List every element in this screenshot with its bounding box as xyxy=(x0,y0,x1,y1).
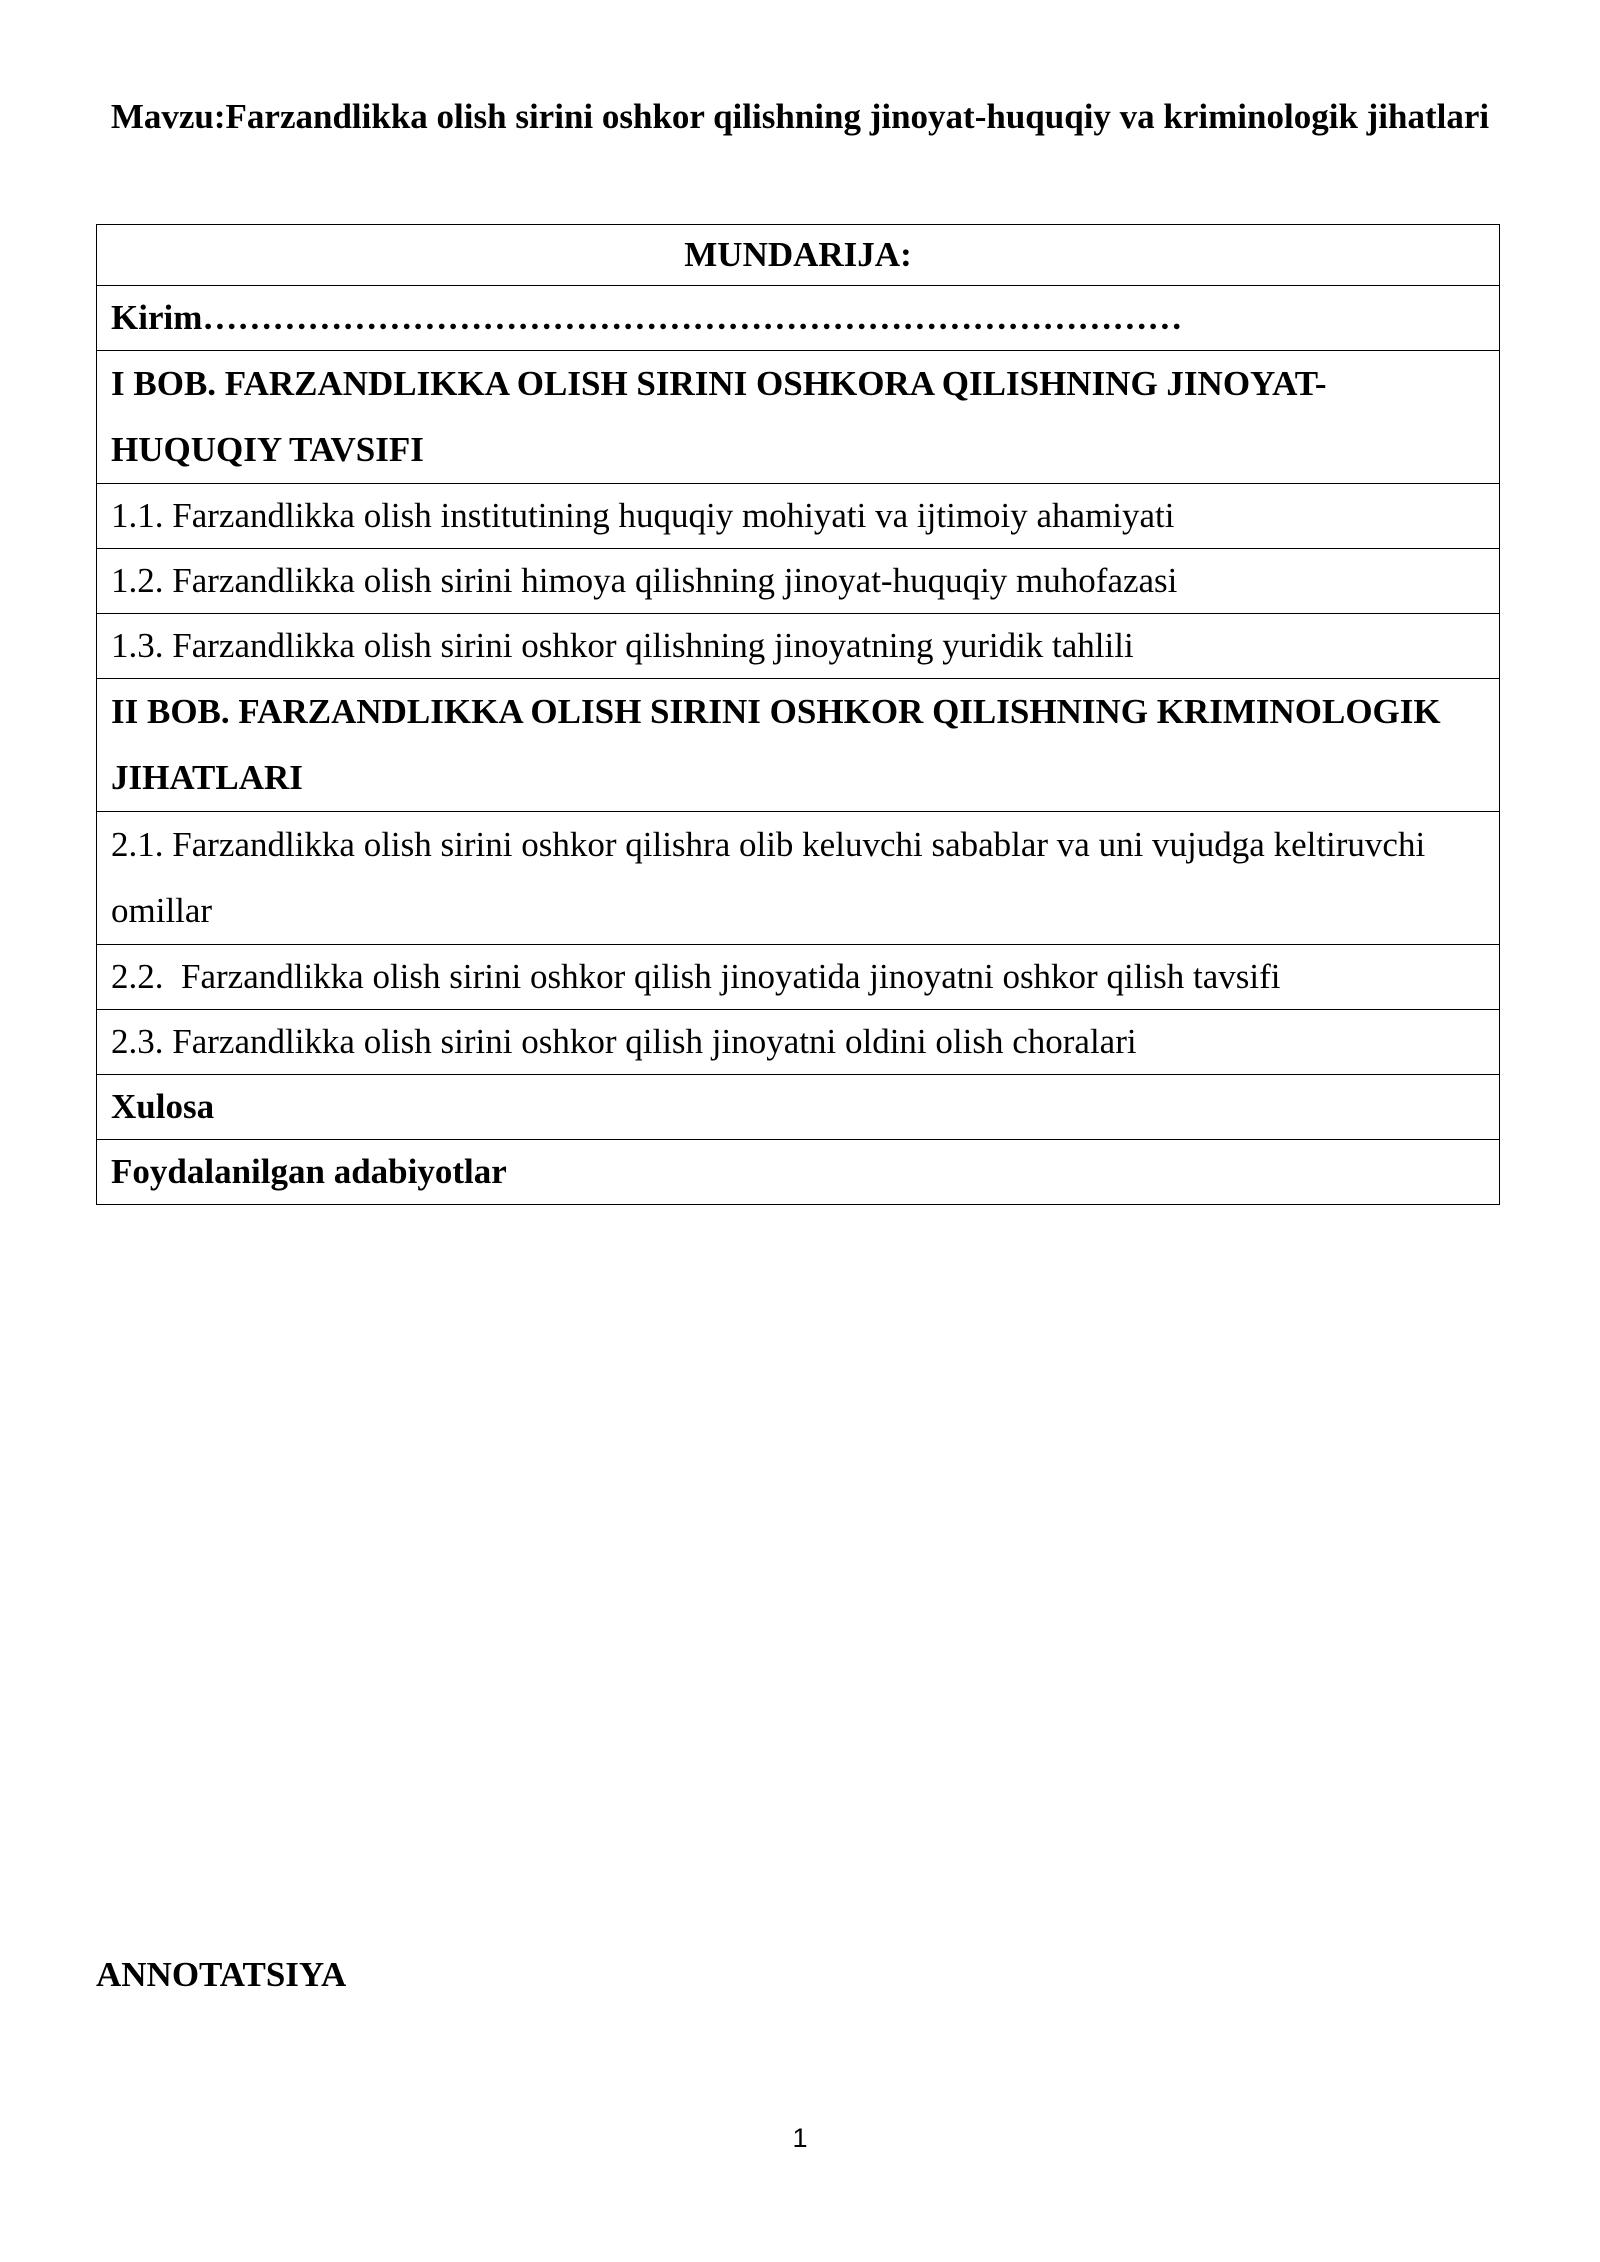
toc-row-section-1-3 xyxy=(97,614,1500,679)
toc-heading-row xyxy=(97,225,1500,286)
toc-row-section-2-1 xyxy=(97,812,1500,945)
page-number: 1 xyxy=(792,2123,808,2153)
toc-entry-section-1-2: 1.2. Farzandlikka olish sirini himoya qilishning jinoyat-huquqiy muhofazasi xyxy=(97,549,1500,614)
toc-entry-section-2-2: 2.2. Farzandlikka olish sirini oshkor qilish jinoyatida jinoyatni oshkor qilish tavsifi xyxy=(97,945,1500,1010)
annotation-heading: ANNOTATSIYA xyxy=(96,1955,347,1994)
toc-row-introduction xyxy=(97,286,1500,351)
toc-row-chapter-1 xyxy=(97,351,1500,484)
toc-entry-conclusion: Xulosa xyxy=(97,1075,1500,1140)
toc-entry-introduction: Kirim………………………………………………………………………… xyxy=(97,286,1500,351)
toc-row-section-1-2 xyxy=(97,549,1500,614)
toc-entry-section-1-3: 1.3. Farzandlikka olish sirini oshkor qilishning jinoyatning yuridik tahlili xyxy=(97,614,1500,679)
document-title: Mavzu:Farzandlikka olish sirini oshkor qilishning jinoyat-huquqiy va kriminologik jihatlari xyxy=(110,97,1490,136)
toc-row-chapter-2 xyxy=(97,679,1500,812)
toc-row-references xyxy=(97,1140,1500,1205)
toc-entry-section-2-1: 2.1. Farzandlikka olish sirini oshkor qilishra olib keluvchi sabablar va uni vujudga keltiruvchi omillar xyxy=(97,812,1500,945)
toc-entry-section-1-1: 1.1. Farzandlikka olish institutining huquqiy mohiyati va ijtimoiy ahamiyati xyxy=(97,484,1500,549)
toc-heading: MUNDARIJA: xyxy=(97,225,1500,286)
toc-row-conclusion xyxy=(97,1075,1500,1140)
table-of-contents xyxy=(96,224,1500,1205)
toc-entry-section-2-3: 2.3. Farzandlikka olish sirini oshkor qilish jinoyatni oldini olish choralari xyxy=(97,1010,1500,1075)
toc-entry-chapter-1: I BOB. FARZANDLIKKA OLISH SIRINI OSHKORA QILISHNING JINOYAT-HUQUQIY TAVSIFI xyxy=(97,351,1500,484)
toc-entry-references: Foydalanilgan adabiyotlar xyxy=(97,1140,1500,1205)
toc-row-section-2-2 xyxy=(97,945,1500,1010)
toc-row-section-1-1 xyxy=(97,484,1500,549)
toc-row-section-2-3 xyxy=(97,1010,1500,1075)
toc-entry-chapter-2: II BOB. FARZANDLIKKA OLISH SIRINI OSHKOR QILISHNING KRIMINOLOGIK JIHATLARI xyxy=(97,679,1500,812)
